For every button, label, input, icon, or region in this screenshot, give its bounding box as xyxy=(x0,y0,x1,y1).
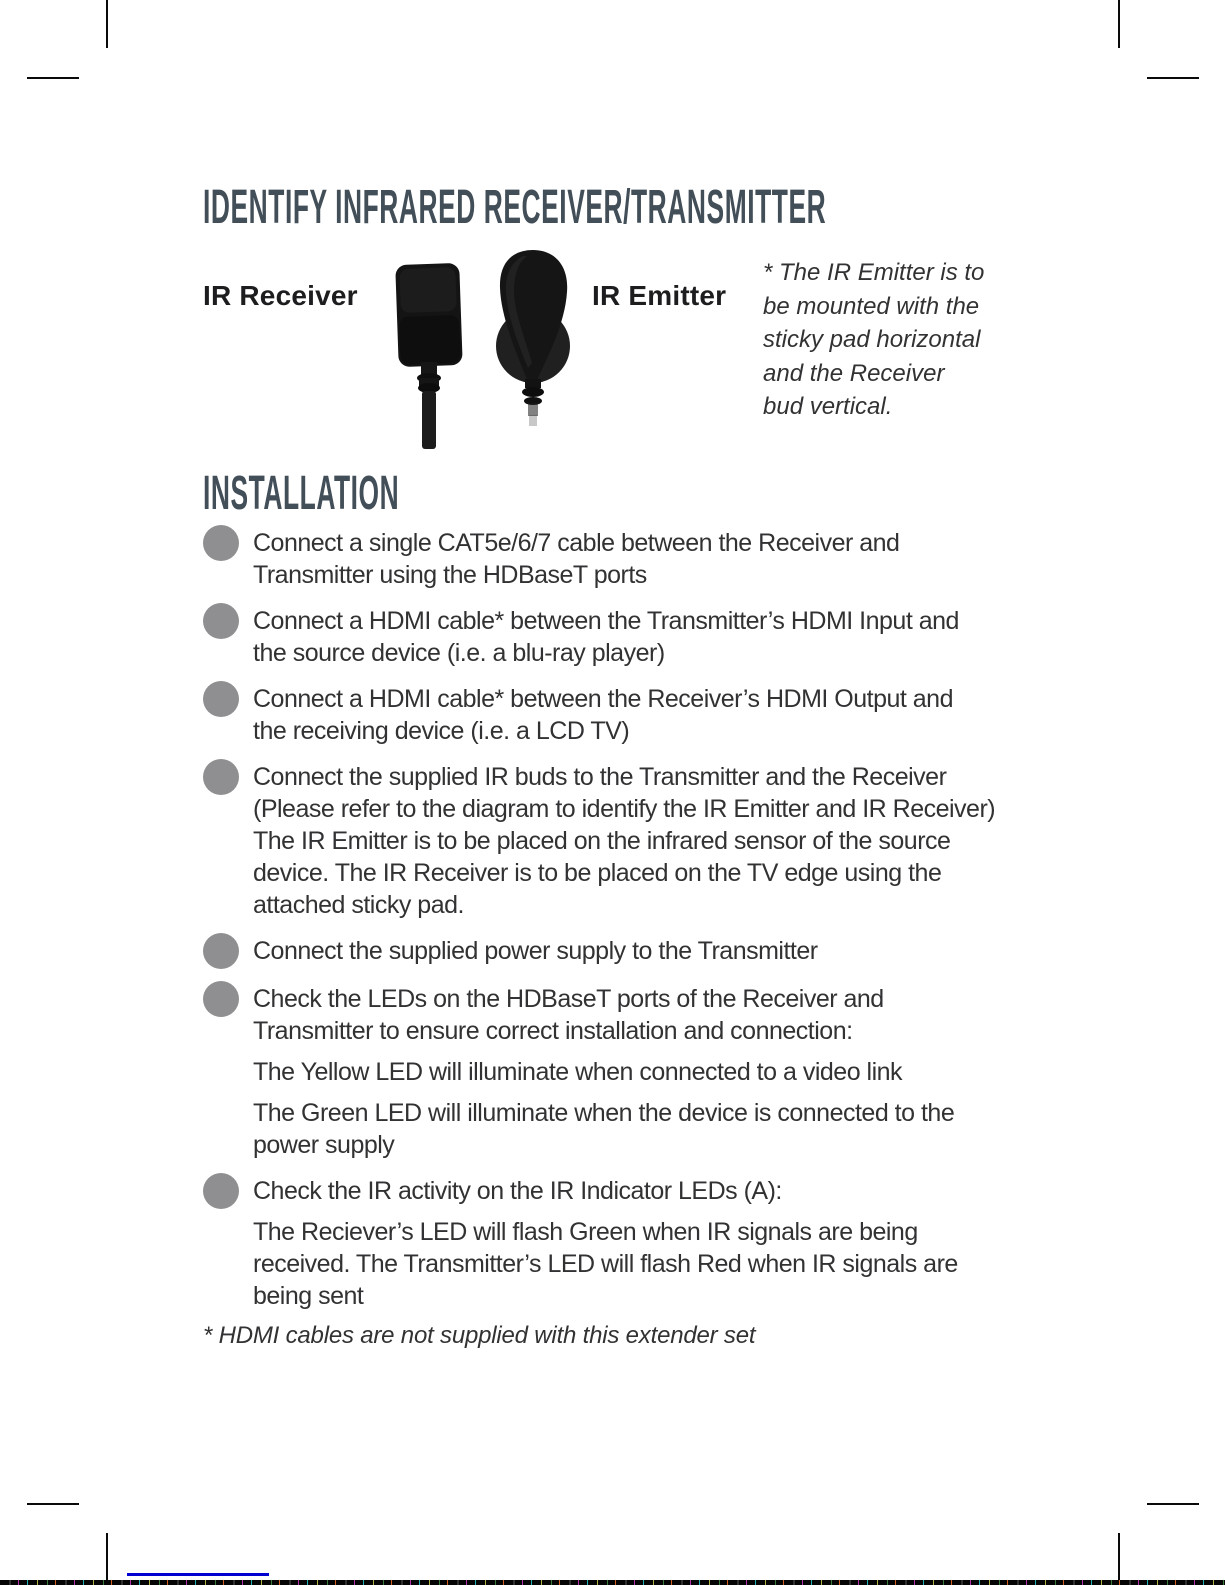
step-line: the source device (i.e. a blu-ray player) xyxy=(253,639,665,667)
crop-mark-top-left-vertical xyxy=(106,0,108,48)
step-text xyxy=(253,683,1103,747)
step-bullet-icon xyxy=(203,603,239,639)
crop-mark-top-left-horizontal xyxy=(27,77,79,79)
mounting-note-line: and the Receiver xyxy=(763,359,945,387)
bottom-blue-line xyxy=(127,1573,269,1576)
step-text xyxy=(253,761,1103,921)
step-subparagraph xyxy=(253,1216,1103,1312)
crop-mark-bottom-left-vertical xyxy=(106,1533,108,1585)
step-text xyxy=(253,1175,1103,1312)
mounting-note-line: be mounted with the xyxy=(763,292,980,320)
step-line: Connect a HDMI cable* between the Transmitter’s HDMI Input and xyxy=(253,607,959,635)
step-line: power supply xyxy=(253,1131,395,1159)
step-line: The Yellow LED will illuminate when connected to a video link xyxy=(253,1058,903,1086)
step-line: received. The Transmitter’s LED will flash Red when IR signals are xyxy=(253,1250,958,1278)
installation-step xyxy=(203,935,1103,969)
step-line: attached sticky pad. xyxy=(253,891,464,919)
ir-emitter-label: IR Emitter xyxy=(592,280,727,311)
step-line: Connect the supplied power supply to the Transmitter xyxy=(253,937,818,965)
crop-mark-bottom-left-horizontal xyxy=(27,1503,79,1505)
section-title-identify-text: IDENTIFY INFRARED RECEIVER/TRANSMITTER xyxy=(203,181,827,234)
mounting-note-line: * The IR Emitter is to xyxy=(763,259,985,286)
step-line: Connect the supplied IR buds to the Transmitter and the Receiver xyxy=(253,763,947,791)
ir-receiver-photo xyxy=(388,256,470,451)
step-bullet-icon xyxy=(203,981,239,1017)
step-bullet-icon xyxy=(203,933,239,969)
crop-mark-bottom-right-vertical xyxy=(1118,1533,1120,1585)
step-bullet-icon xyxy=(203,759,239,795)
step-subparagraph xyxy=(253,1097,1103,1161)
mounting-note xyxy=(763,256,1053,424)
step-line: The Reciever’s LED will flash Green when IR signals are being xyxy=(253,1218,918,1246)
crop-mark-top-right-horizontal xyxy=(1147,77,1199,79)
step-line: (Please refer to the diagram to identify the IR Emitter and IR Receiver) xyxy=(253,795,996,823)
installation-step xyxy=(203,761,1103,921)
step-line: being sent xyxy=(253,1282,364,1310)
step-line: Connect a single CAT5e/6/7 cable between the Receiver and xyxy=(253,529,900,557)
crop-mark-bottom-right-horizontal xyxy=(1147,1503,1199,1505)
installation-step xyxy=(203,683,1103,747)
step-line: Connect a HDMI cable* between the Receiver’s HDMI Output and xyxy=(253,685,953,713)
ir-device-figure xyxy=(203,250,1063,460)
hdmi-footnote: * HDMI cables are not supplied with this extender set xyxy=(203,1322,756,1349)
step-bullet-icon xyxy=(203,681,239,717)
scan-noise-strip xyxy=(0,1580,1225,1585)
mounting-note-line: sticky pad horizontal xyxy=(763,326,981,353)
step-line: device. The IR Receiver is to be placed on the TV edge using the xyxy=(253,859,942,887)
step-text xyxy=(253,935,1103,967)
step-text xyxy=(253,983,1103,1161)
mounting-note-line: bud vertical. xyxy=(763,393,893,420)
step-subparagraph xyxy=(253,1056,1103,1088)
section-title-installation xyxy=(203,467,560,520)
step-bullet-icon xyxy=(203,525,239,561)
ir-receiver-label: IR Receiver xyxy=(203,280,358,311)
section-title-installation-text: INSTALLATION xyxy=(203,467,400,520)
step-line: The IR Emitter is to be placed on the infrared sensor of the source xyxy=(253,827,951,855)
step-line: Check the IR activity on the IR Indicator LEDs (A): xyxy=(253,1177,782,1205)
step-text xyxy=(253,527,1103,591)
installation-step xyxy=(203,983,1103,1161)
installation-step xyxy=(203,1175,1103,1312)
step-line: Transmitter using the HDBaseT ports xyxy=(253,561,647,589)
steps-list xyxy=(203,527,1103,1312)
installation-step xyxy=(203,605,1103,669)
step-text xyxy=(253,605,1103,669)
step-line: Transmitter to ensure correct installation and connection: xyxy=(253,1017,853,1045)
step-bullet-icon xyxy=(203,1173,239,1209)
step-line: the receiving device (i.e. a LCD TV) xyxy=(253,717,630,745)
installation-step xyxy=(203,527,1103,591)
ir-emitter-photo xyxy=(481,246,585,431)
section-title-identify xyxy=(203,181,1225,234)
step-line: The Green LED will illuminate when the device is connected to the xyxy=(253,1099,955,1127)
crop-mark-top-right-vertical xyxy=(1118,0,1120,48)
step-line: Check the LEDs on the HDBaseT ports of the Receiver and xyxy=(253,985,884,1013)
